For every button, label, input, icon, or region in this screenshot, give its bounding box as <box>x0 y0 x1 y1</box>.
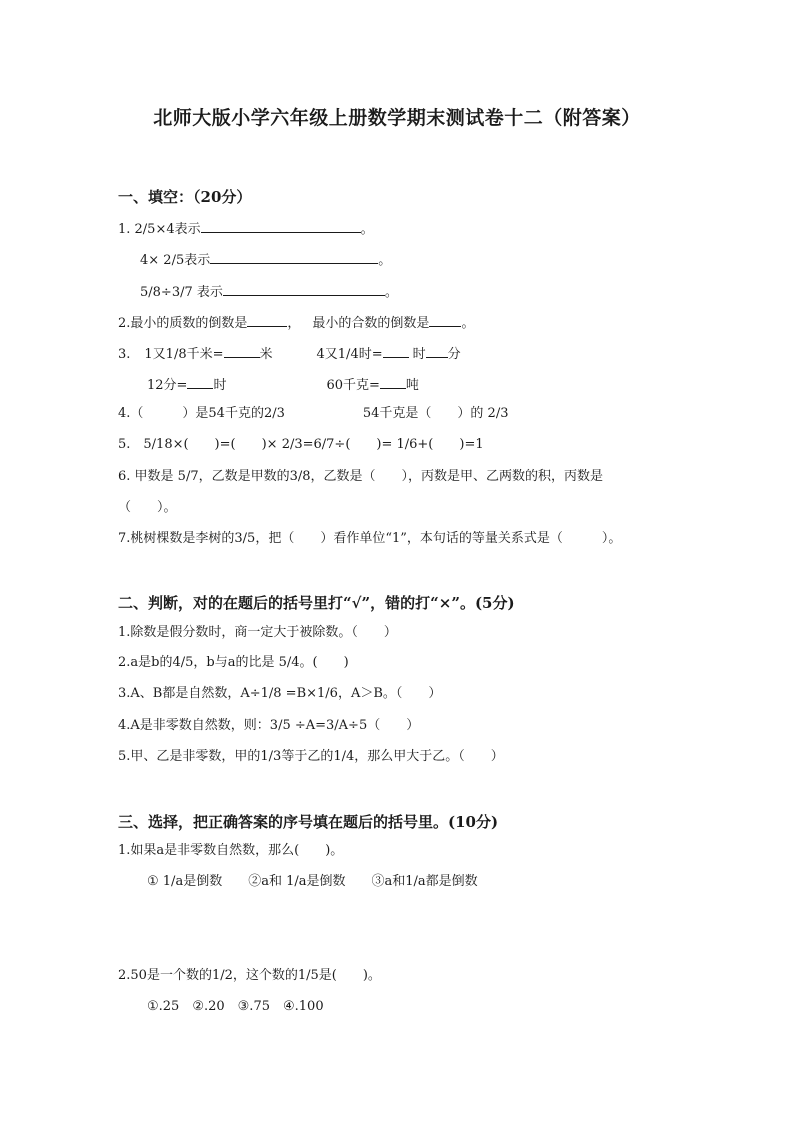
q3-c1: 12分= <box>147 378 188 393</box>
q1c-text: 5/8÷3/7 表示 <box>140 285 223 300</box>
section2-heading: 二、判断，对的在题后的括号里打“√”，错的打“×”。(5分) <box>118 594 515 612</box>
q3-a1: 1又1/8千米= <box>144 347 224 362</box>
q1c-end: 。 <box>384 285 398 300</box>
answer-blank <box>247 313 287 327</box>
section1-heading: 一、填空：（20分） <box>118 188 252 206</box>
answer-blank <box>201 219 361 233</box>
q1b <box>140 250 391 269</box>
q1a-text: 1. 2/5×4表示 <box>118 222 201 237</box>
judge-item: 3.A、B都是自然数，A÷1/8 =B×1/6，A＞B。（ ） <box>118 686 442 701</box>
q1b-end: 。 <box>378 253 392 268</box>
q3-row1 <box>118 344 461 363</box>
q4a: 4.（ ）是54千克的2/3 <box>118 406 285 421</box>
q3-a2: 米 <box>259 347 273 362</box>
q1b-text: 4× 2/5表示 <box>140 253 211 268</box>
answer-blank <box>426 344 448 358</box>
judge-item: 1.除数是假分数时，商一定大于被除数。（ ） <box>118 625 397 640</box>
q6b: （ ）。 <box>118 500 177 515</box>
q3-d2: 吨 <box>405 378 419 393</box>
judge-item: 5.甲、乙是非零数，甲的1/3等于乙的1/4，那么甲大于乙。（ ） <box>118 749 504 764</box>
q2-sep: ， <box>287 316 301 331</box>
q7: 7.桃树棵数是李树的3/5，把（ ）看作单位“1”，本句话的等量关系式是（ ）。 <box>118 531 622 546</box>
answer-blank <box>383 344 409 358</box>
q3-b1: 4又1/4时= <box>316 347 383 362</box>
answer-blank <box>380 375 406 389</box>
judge-item: 4.A是非零数自然数，则：3/5 ÷A=3/A÷5（ ） <box>118 718 420 733</box>
choice-q1-stem: 1.如果a是非零数自然数，那么( )。 <box>118 843 344 858</box>
q4b: 54千克是（ ）的 2/3 <box>362 406 509 421</box>
page-title: 北师大版小学六年级上册数学期末测试卷十二（附答案） <box>153 107 641 129</box>
q3-num: 3. <box>118 347 131 362</box>
choice-q2-stem: 2.50是一个数的1/2，这个数的1/5是( )。 <box>118 968 381 983</box>
q3-row2 <box>147 375 419 394</box>
q3-b3: 分 <box>447 347 461 362</box>
q2-end: 。 <box>461 316 475 331</box>
q1c <box>140 282 398 301</box>
answer-blank <box>224 344 260 358</box>
q2a-text: 2.最小的质数的倒数是 <box>118 316 248 331</box>
section3-heading: 三、选择，把正确答案的序号填在题后的括号里。(10分) <box>118 813 499 831</box>
q5: 5. 5/18×( )=( )× 2/3=6/7÷( )= 1/6+( )=1 <box>118 437 484 452</box>
q4 <box>118 406 508 422</box>
choice-q2-options: ①.25 ②.20 ③.75 ④.100 <box>147 999 324 1014</box>
q1a <box>118 219 374 238</box>
q2 <box>118 313 474 332</box>
answer-blank <box>187 375 213 389</box>
q3-d1: 60千克= <box>326 378 380 393</box>
q1a-end: 。 <box>360 222 374 237</box>
judge-item: 2.a是b的4/5，b与a的比是 5/4。( ) <box>118 655 349 670</box>
answer-blank <box>223 282 385 296</box>
answer-blank <box>210 250 378 264</box>
choice-q1-options: ① 1/a是倒数 ②a和 1/a是倒数 ③a和1/a都是倒数 <box>147 874 478 889</box>
q3-c2: 时 <box>213 378 227 393</box>
q2b-text: 最小的合数的倒数是 <box>312 316 430 331</box>
q3-b2: 时 <box>412 347 426 362</box>
q6a: 6. 甲数是 5/7，乙数是甲数的3/8，乙数是（ ），丙数是甲、乙两数的积，丙数是 <box>118 469 604 484</box>
answer-blank <box>429 313 461 327</box>
